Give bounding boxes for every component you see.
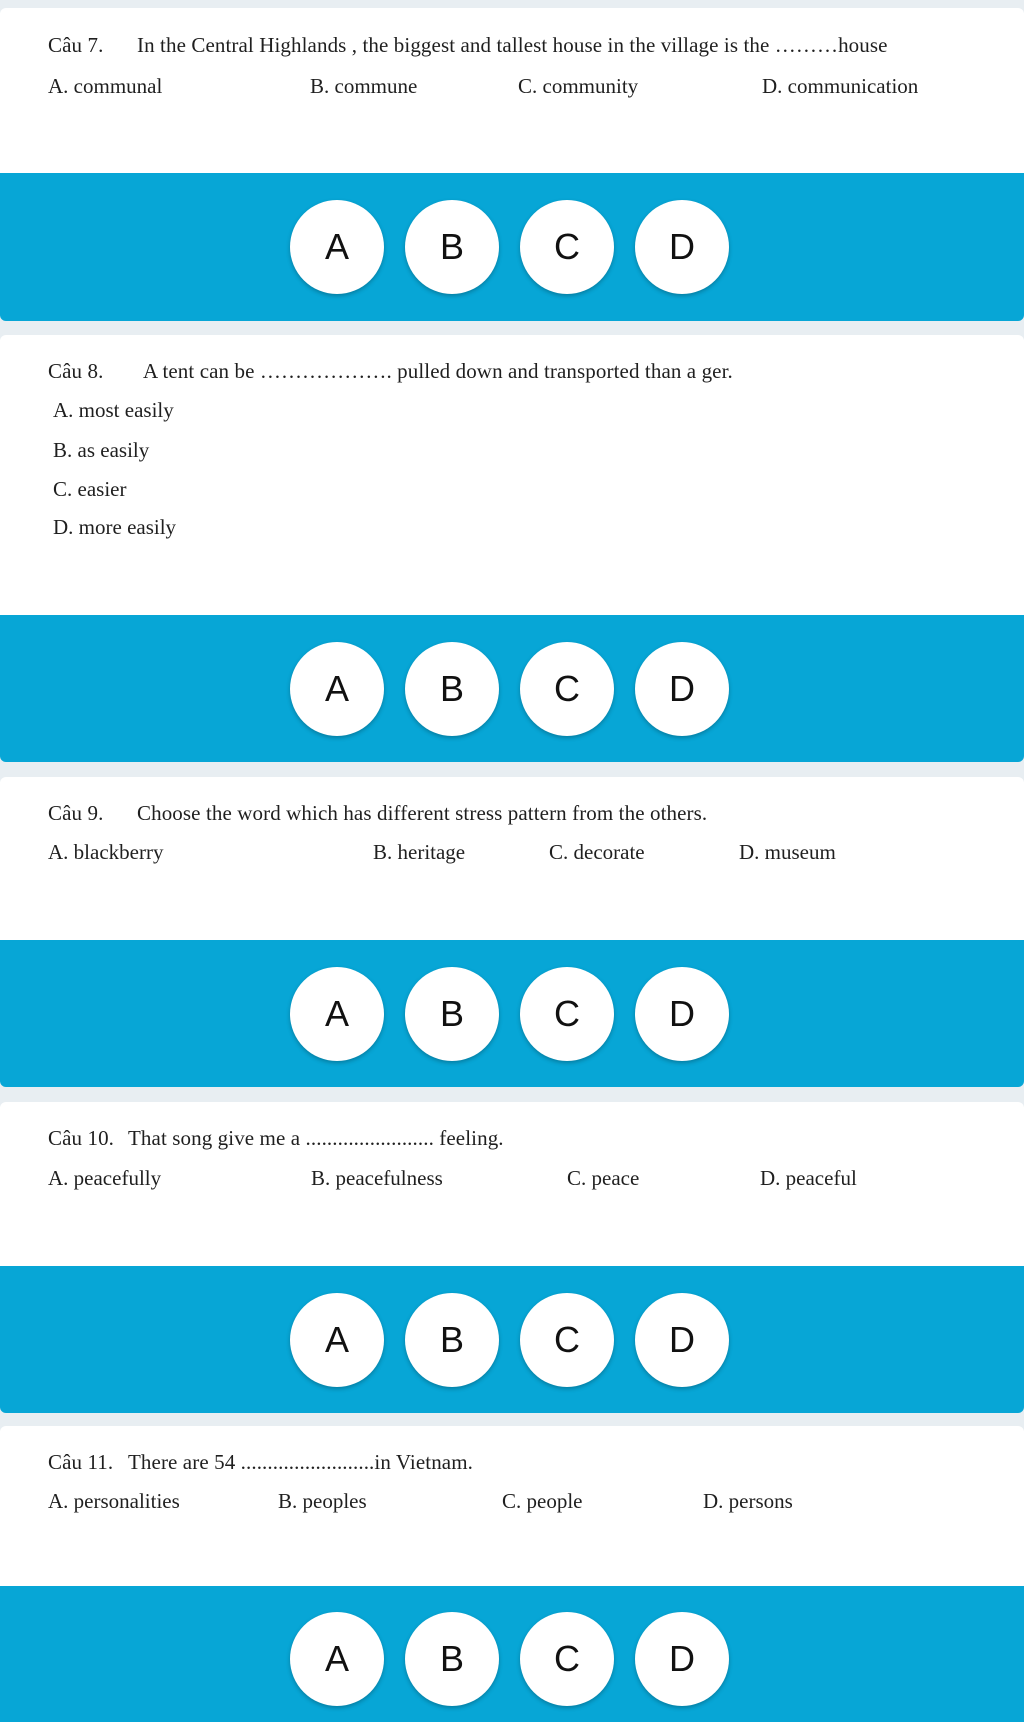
answer-button-b[interactable]: B [405,1612,499,1706]
answer-button-a[interactable]: A [290,642,384,736]
option-d: D. museum [739,840,836,864]
answer-button-c[interactable]: C [520,1293,614,1387]
answer-button-a[interactable]: A [290,1293,384,1387]
option-b: B. commune [310,74,418,98]
option-b: B. peoples [278,1489,367,1513]
answer-bar-10 [0,1266,1024,1413]
answer-button-a[interactable]: A [290,200,384,294]
answer-bar-7 [0,173,1024,321]
answer-button-d[interactable]: D [635,642,729,736]
option-c: C. people [502,1489,583,1513]
option-b: B. heritage [373,840,466,864]
answer-button-c[interactable]: C [520,642,614,736]
option-c: C. peace [567,1166,640,1190]
option-c: C. easier [53,477,127,501]
option-d: D. more easily [53,515,177,539]
answer-bar-9 [0,940,1024,1087]
answer-bar-8 [0,615,1024,762]
question-number: Câu 11. [48,1450,114,1474]
option-a: A. communal [48,74,163,98]
option-a: A. peacefully [48,1166,162,1190]
answer-button-b[interactable]: B [405,200,499,294]
question-stem: A tent can be ………………. pulled down and transported than a ger. [143,359,733,383]
question-card-10 [0,1102,1024,1266]
option-d: D. peaceful [760,1166,857,1190]
question-card-11 [0,1426,1024,1586]
answer-button-b[interactable]: B [405,642,499,736]
answer-button-d[interactable]: D [635,1612,729,1706]
answer-button-b[interactable]: B [405,1293,499,1387]
option-b: B. as easily [53,438,150,462]
question-card-8 [0,335,1024,615]
answer-button-c[interactable]: C [520,200,614,294]
option-a: A. personalities [48,1489,180,1513]
answer-bar-11 [0,1586,1024,1722]
answer-button-d[interactable]: D [635,967,729,1061]
question-number: Câu 8. [48,359,104,383]
question-number: Câu 10. [48,1126,115,1150]
answer-button-b[interactable]: B [405,967,499,1061]
question-stem: In the Central Highlands , the biggest and tallest house in the village is the ………house [137,33,888,57]
answer-button-d[interactable]: D [635,200,729,294]
answer-button-c[interactable]: C [520,967,614,1061]
question-card-7 [0,8,1024,173]
option-b: B. peacefulness [311,1166,443,1190]
question-number: Câu 7. [48,33,104,57]
option-d: D. persons [703,1489,793,1513]
option-c: C. community [518,74,639,98]
question-stem: That song give me a ........................ feeling. [128,1126,504,1150]
option-d: D. communication [762,74,919,98]
answer-button-d[interactable]: D [635,1293,729,1387]
question-stem: Choose the word which has different stress pattern from the others. [137,801,708,825]
question-number: Câu 9. [48,801,104,825]
option-a: A. most easily [53,398,174,422]
answer-button-c[interactable]: C [520,1612,614,1706]
answer-button-a[interactable]: A [290,1612,384,1706]
question-stem: There are 54 .........................in Vietnam. [128,1450,474,1474]
question-card-9 [0,777,1024,940]
option-a: A. blackberry [48,840,164,864]
option-c: C. decorate [549,840,645,864]
answer-button-a[interactable]: A [290,967,384,1061]
